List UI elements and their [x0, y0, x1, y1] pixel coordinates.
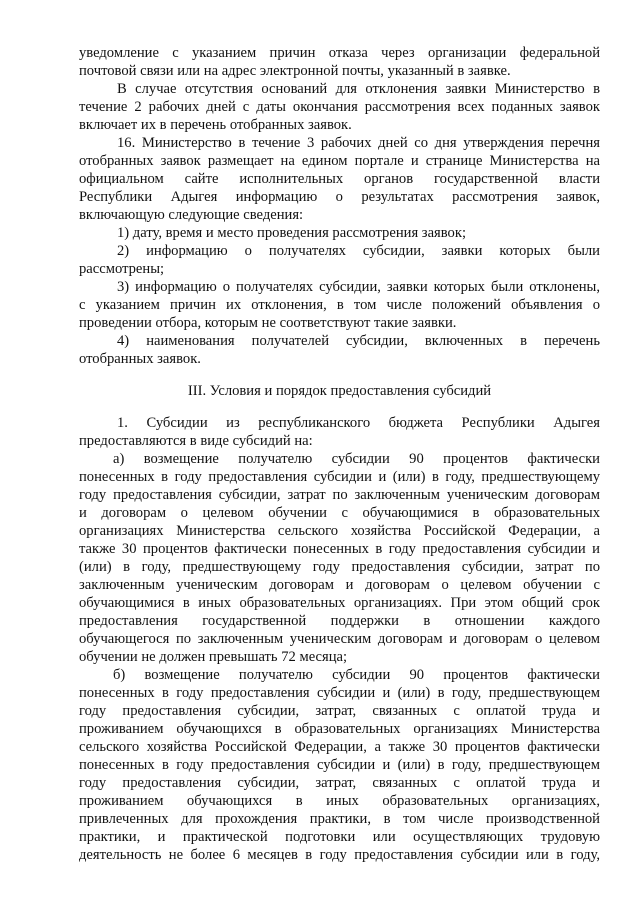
text-line: и договорам о целевом обучении с обучающимися в образовательных — [79, 505, 600, 521]
text-line: организациях Министерства сельского хозяйства Российской Федерации, а — [79, 523, 600, 539]
text-line: уведомление с указанием причин отказа через организации федеральной — [79, 45, 600, 61]
text-line: проведении отбора, которым не соответствуют такие заявки. — [79, 315, 457, 331]
text-line: понесенных в году предоставления субсидии и (или) в году, предшествующем — [79, 757, 600, 773]
text-line: обучающегося по заключенным ученическим договорам и договорам о целевом — [79, 631, 600, 647]
text-line: 16. Министерство в течение 3 рабочих дней со дня утверждения перечня — [117, 135, 600, 151]
text-line: официальном сайте исполнительных органов государственной власти — [79, 171, 600, 187]
text-line: обучении не должен превышать 72 месяца; — [79, 649, 348, 665]
text-line: проживанием обучающихся в образовательных организациях Министерства — [79, 721, 600, 737]
text-line: обучающимися в иных образовательных организациях. При этом общий срок — [79, 595, 600, 611]
text-line: предоставления государственной поддержки в отношении каждого — [79, 613, 600, 629]
text-line: сельского хозяйства Российской Федерации, а также 30 процентов фактически — [79, 739, 600, 755]
text-line: также 30 процентов фактически понесенных в году предоставления субсидии и — [79, 541, 600, 557]
section-heading: III. Условия и порядок предоставления субсидий — [187, 383, 492, 399]
text-line: понесенных в году предоставления субсидии и (или) в году, предшествующем — [79, 685, 600, 701]
text-line: 1. Субсидии из республиканского бюджета Республики Адыгея — [117, 415, 600, 431]
text-line: 4) наименования получателей субсидии, включенных в перечень — [117, 333, 600, 349]
text-line: включающую следующие сведения: — [79, 207, 304, 223]
text-line: рассмотрены; — [79, 261, 165, 277]
text-line: году предоставления субсидии, затрат по заключенным ученическим договорам — [79, 487, 600, 503]
text-line: 1) дату, время и место проведения рассмотрения заявок; — [117, 225, 466, 241]
text-line: году предоставления субсидии, затрат, связанных с оплатой труда и — [79, 703, 600, 719]
text-line: проживанием обучающихся в иных образовательных организациях, — [79, 793, 600, 809]
text-line: привлеченных для прохождения практики, в том числе производственной — [79, 811, 600, 827]
text-line: с указанием причин их отклонения, в том числе положений объявления о — [79, 297, 600, 313]
text-line: практики, и практической подготовки или осуществляющих трудовую — [79, 829, 600, 845]
text-line: включает их в перечень отобранных заявок. — [79, 117, 352, 133]
text-line: Республики Адыгея информацию о результатах рассмотрения заявок, — [79, 189, 600, 205]
text-line: году предоставления субсидии, затрат, связанных с оплатой труда и — [79, 775, 600, 791]
text-line: В случае отсутствия оснований для отклонения заявки Министерство в — [117, 81, 600, 97]
text-line: почтовой связи или на адрес электронной почты, указанный в заявке. — [79, 63, 511, 79]
text-line: отобранных заявок размещает на едином портале и странице Министерства на — [79, 153, 600, 169]
text-line: отобранных заявок. — [79, 351, 201, 367]
text-line: предоставляются в виде субсидий на: — [79, 433, 313, 449]
text-line: а) возмещение получателю субсидии 90 процентов фактически — [113, 451, 600, 467]
text-line: деятельность не более 6 месяцев в году предоставления субсидии или в году, — [79, 847, 600, 863]
text-line: 3) информацию о получателях субсидии, заявки которых были отклонены, — [117, 279, 600, 295]
text-line: заключенным ученическим договорам и договорам о целевом обучении с — [79, 577, 600, 593]
text-line: (или) в году, предшествующему году предоставления субсидии, затрат по — [79, 559, 600, 575]
text-line: понесенных в году предоставления субсидии и (или) в году, предшествующему — [79, 469, 600, 485]
text-line: 2) информацию о получателях субсидии, заявки которых были — [117, 243, 600, 259]
text-line: б) возмещение получателю субсидии 90 процентов фактически — [113, 667, 600, 683]
text-line: течение 2 рабочих дней с даты окончания рассмотрения всех поданных заявок — [79, 99, 600, 115]
